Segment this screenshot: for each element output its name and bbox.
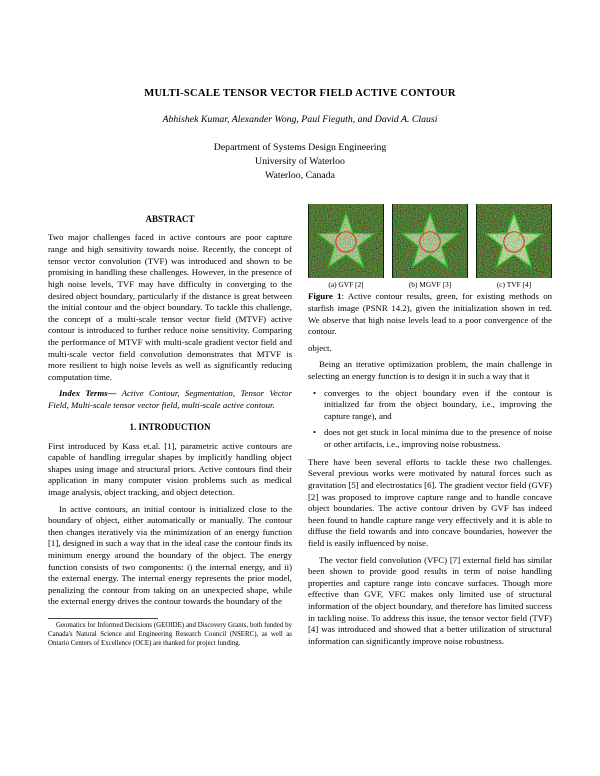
footnote-text: Geomatics for Informed Decisions (GEOIDE) and Discovery Grants, both funded by Canada's Natural Science and Engineering Research Council (NSERC), as well as Ontario Centers of Excellence (OCE) are thanked for project funding. (48, 622, 292, 647)
affiliation-line: Waterloo, Canada (265, 170, 335, 182)
bullet-item (308, 427, 552, 450)
paper-title: MULTI-SCALE TENSOR VECTOR FIELD ACTIVE CONTOUR (144, 88, 456, 99)
figure-1-caption (308, 291, 552, 337)
figure-1b (392, 204, 468, 290)
figure-1a (308, 204, 384, 290)
figure-1-caption-text: : Active contour results, green, for existing methods on starfish image (PSNR 14.2), given the initialization shown in red. We observe that high noise levels lead to a poor convergence of the contour. (308, 291, 552, 337)
bullet-text: does not get stuck in local minima due to the presence of noise or other artifacts, i.e., improving noise robustness. (324, 427, 552, 450)
footnote (48, 618, 292, 649)
footnote-rule (48, 618, 158, 619)
paper-header (0, 0, 600, 184)
energy-function-bullet-list (308, 388, 552, 451)
abstract-heading: ABSTRACT (145, 213, 195, 224)
paper-authors: Abhishek Kumar, Alexander Wong, Paul Fieguth, and David A. Clausi (162, 114, 438, 125)
paragraph-energy-function: Being an iterative optimization problem, the main challenge in selecting an energy function is to design it in such a way that it (308, 359, 552, 382)
introduction-paragraph-2: In active contours, an initial contour is initialized close to the boundary of object, either automatically or manually. The contour then changes iteratively via the minimization of an energy function [1], designed in such a way that in the ideal case the contour finds its minimum energy around the boundary of the object. The energy function consists of two components: i) the internal energy, and ii) the external energy. The internal energy represents the prior model, penalizing the contour from taking on an unexpected shape, while the external energy drives the contour towards the boundary of the (48, 503, 292, 607)
right-column (308, 204, 552, 653)
bullet-item (308, 388, 552, 423)
paragraph-vfc: The vector field convolution (VFC) [7] external field has similar been shown to provide good results in term of noise handling properties and capture range into concave surfaces. Though more effective than GVF, VFC makes only limited use of structural information of the object boundary, and therefore has limited success in tackling noise. To address this issue, the tensor vector field (TVF) [4] was introduced and showed that a better utilization of structural information can significantly improve noise robustness. (308, 554, 552, 646)
two-column-body (0, 204, 600, 653)
figure-1 (308, 204, 552, 338)
starfish-image-gvf (308, 204, 384, 278)
affiliation-line: Department of Systems Design Engineering (213, 142, 387, 153)
bullet-text: converges to the object boundary even if the contour is initialized far from the object boundary, i.e., improving the capture range), and (324, 387, 552, 421)
figure-1c-caption: (c) TVF [4] (496, 279, 532, 289)
paragraph-gvf: There have been several efforts to tackle these two challenges. Several previous works were motivated by natural forces such as gravitation [5] and electrostatics [6]. The gradient vector field (GVF) [2] was proposed to improve capture range and to handle concave object boundaries. The active contour driven by GVF has indeed been found to handle capture range very effectively and it is able to diffuse the field towards and into concave boundaries, however the field is easily influenced by noise. (308, 456, 552, 548)
index-terms-text: Active Contour, Segmentation, Tensor Vector Field, Multi-scale tensor vector field, multi-scale active contour. (48, 388, 292, 411)
abstract-text: Two major challenges faced in active contours are poor capture range and high sensitivity towards noise. Recently, the concept of tensor vector convolution (TVF) was introduced and shown to be promising in handling these challenges. However, in the presence of high noise levels, TVF may have difficulty in converging to the desired object boundary, particularly if the distance is great between the initial contour and the object boundary. To tackle this challenge, the concept of a multi-scale tensor vector field (MTVF) active contour is introduced to further reduce noise sensitivity. Comparing the performance of MTVF with multi-scale gradient vector field and multi-scale vector field convolution demonstrates that MTVF is more resilient to high noise levels as well as significantly reducing computation time. (48, 232, 292, 382)
introduction-paragraph-1: First introduced by Kass et.al. [1], parametric active contours are capable of handling irregular shapes by implicitly handling object shapes using image and structural priors. Active contours find their application in many computer vision problems such as medical image analysis, object tracking, and object detection. (48, 440, 292, 497)
continuation-text: object. (308, 342, 332, 353)
figure-1a-caption: (a) GVF [2] (328, 279, 364, 289)
paper-affiliation (0, 141, 600, 184)
figure-1-caption-label: Figure 1 (308, 291, 342, 302)
index-terms-label: Index Terms— (59, 388, 117, 399)
starfish-image-mgvf (392, 204, 468, 278)
index-terms (48, 388, 292, 411)
left-column (48, 204, 292, 653)
figure-1c (476, 204, 552, 290)
figure-1b-caption: (b) MGVF [3] (408, 279, 452, 289)
affiliation-line: University of Waterloo (255, 156, 345, 168)
introduction-heading: 1. INTRODUCTION (129, 421, 211, 432)
starfish-image-tvf (476, 204, 552, 278)
figure-1-images (308, 204, 552, 290)
